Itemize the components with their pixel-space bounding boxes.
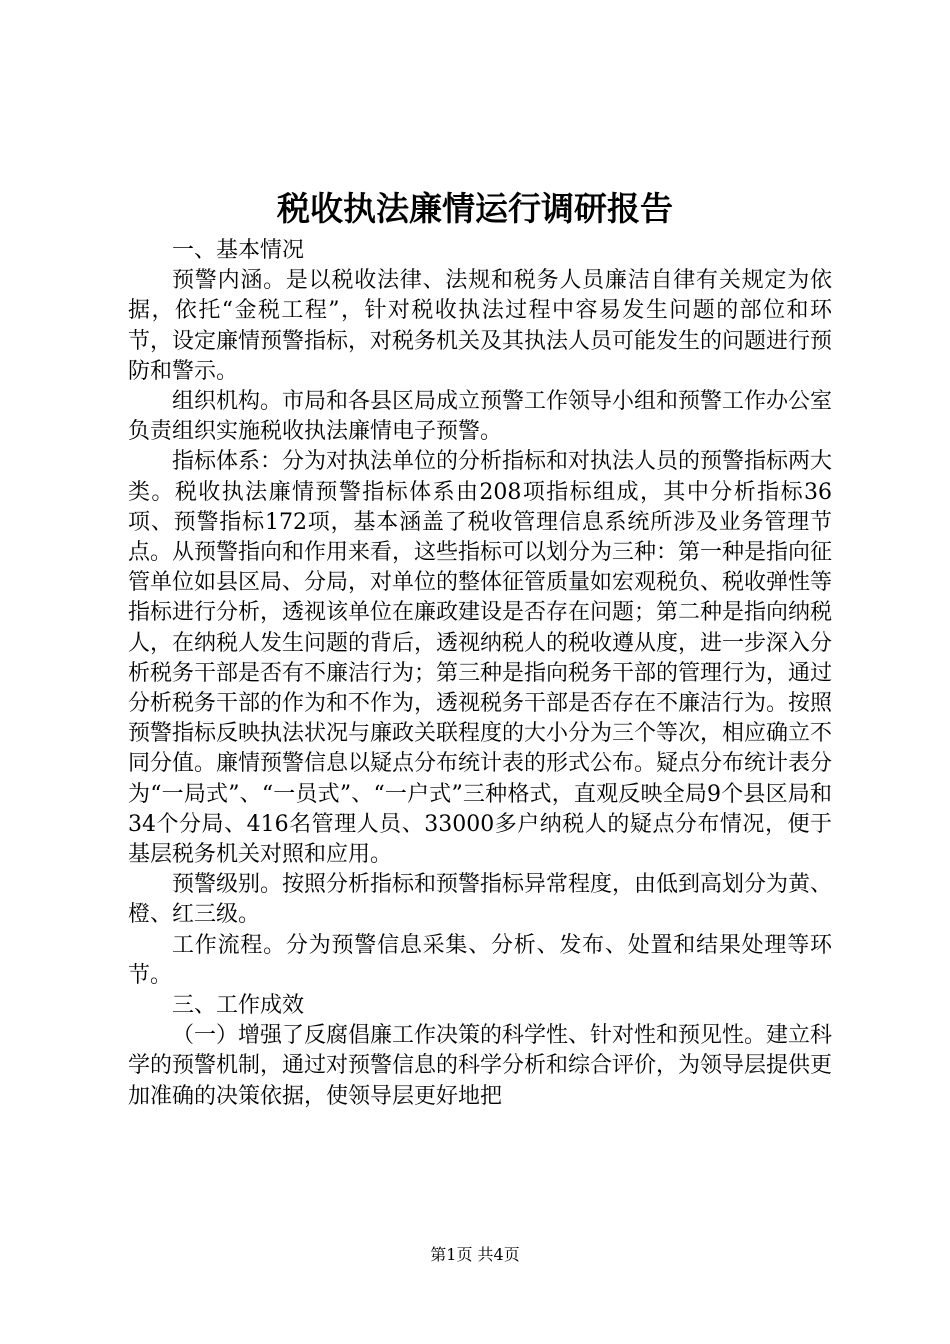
- section-heading-work-results: 三、工作成效: [172, 993, 305, 1019]
- paragraph-warning-levels: 预警级别。按照分析指标和预警指标异常程度，由低到高划分为黄、橙、红三级。: [128, 872, 833, 928]
- page-footer: 第1页 共4页: [430, 1245, 520, 1264]
- document-body: [128, 236, 832, 1112]
- section-heading-basic-situation: 一、基本情况: [172, 238, 305, 263]
- paragraph-indicator-system: 指标体系：分为对执法单位的分析指标和对执法人员的预警指标两大类。税收执法廉情预警指标体系由208项指标组成，其中分析指标36项、预警指标172项，基本涵盖了税收管理信息系统所涉及业务管理节点。从预警指向和作用来看，这些指标可以划分为三种：第一种是指向征管单位如县区局、分局，对单位的整体征管质量如宏观税负、税收弹性等指标进行分析，透视该单位在廉政建设是否存在问题；第二种是指向纳税人，在纳税人发生问题的背后，透视纳税人的税收遵从度，进一步深入分析税务干部是否有不廉洁行为；第三种是指向税务干部的管理行为，通过分析税务干部的作为和不作为，透视税务干部是否存在不廉洁行为。按照预警指标反映执法状况与廉政关联程度的大小分为三个等次，相应确立不同分值。廉情预警信息以疑点分布统计表的形式公布。疑点分布统计表分为“一局式”、“一员式”、“一户式”三种格式，直观反映全局9个县区局和34个分局、416名管理人员、33000多户纳税人的疑点分布情况，便于基层税务机关对照和应用。: [128, 449, 833, 868]
- paragraph-workflow: 工作流程。分为预警信息采集、分析、发布、处置和结果处理等环节。: [128, 932, 832, 988]
- paragraph-warning-definition: 预警内涵。是以税收法律、法规和税务人员廉洁自律有关规定为依据，依托“金税工程”，针对税收执法过程中容易发生问题的部位和环节，设定廉情预警指标，对税务机关及其执法人员可能发生的问题进行预防和警示。: [128, 268, 833, 384]
- document-title: 税收执法廉情运行调研报告: [277, 189, 673, 228]
- paragraph-result-one: （一）增强了反腐倡廉工作决策的科学性、针对性和预见性。建立科学的预警机制，通过对预警信息的科学分析和综合评价，为领导层提供更加准确的决策依据，使领导层更好地把: [128, 1023, 833, 1109]
- paragraph-organization: 组织机构。市局和各县区局成立预警工作领导小组和预警工作办公室负责组织实施税收执法廉情电子预警。: [128, 389, 833, 445]
